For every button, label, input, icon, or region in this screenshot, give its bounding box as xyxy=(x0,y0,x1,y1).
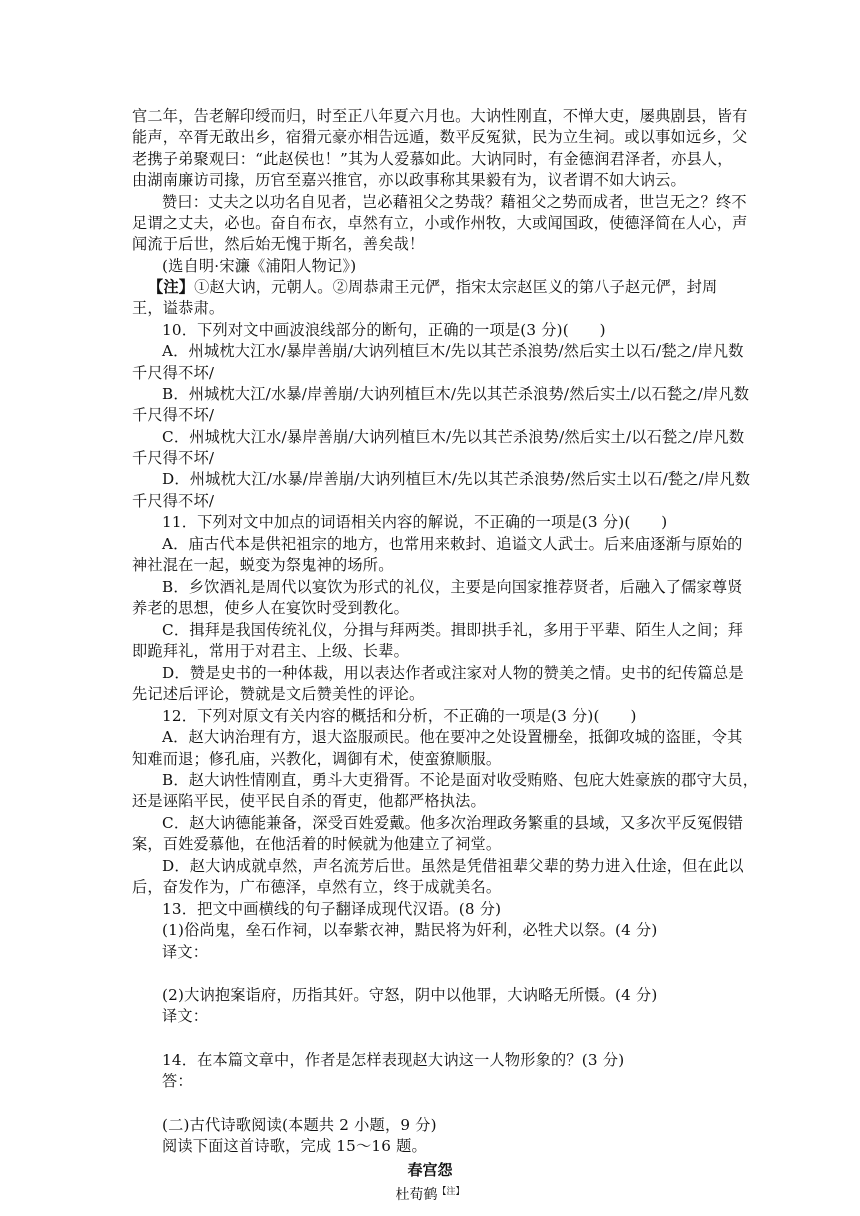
q11-option-d-cont: 先记述后评论，赞就是文后赞美性的评论。 xyxy=(132,685,425,703)
q13-answer-label-1: 译文： xyxy=(162,943,209,961)
q12-option-b: B．赵大讷性情刚直，勇斗大吏猾胥。不论是面对收受贿赂、包庇大姓豪族的郡守大员， xyxy=(162,771,759,789)
q11-option-c: C．揖拜是我国传统礼仪，分揖与拜两类。揖即拱手礼，多用于平辈、陌生人之间；拜 xyxy=(162,621,744,639)
q12-option-c-cont: 案，百姓爱慕他，在他活着的时候就为他建立了祠堂。 xyxy=(132,835,502,853)
q11-option-b-cont: 养老的思想，使乡人在宴饮时受到教化。 xyxy=(132,599,409,617)
q10-option-a: A．州城枕大江水/暴岸善崩/大讷列植巨木/先以其芒杀浪势/然后实土以石/甃之/岸凡数 xyxy=(162,342,744,360)
q12-option-c: C．赵大讷德能兼备，深受百姓爱戴。他多次治理政务繁重的县域，又多次平反冤假错 xyxy=(162,814,744,832)
section-heading: (二)古代诗歌阅读(本题共 2 小题，9 分) xyxy=(162,1116,437,1134)
section-instruction: 阅读下面这首诗歌，完成 15～16 题。 xyxy=(162,1137,427,1155)
source-citation: (选自明·宋濂《浦阳人物记》) xyxy=(162,257,357,275)
q12-option-a: A．赵大讷治理有方，退大盗服顽民。他在要冲之处设置栅垒，抵御攻城的盗匪，令其 xyxy=(162,728,743,746)
q12-option-a-cont: 知难而退；修孔庙，兴教化，调御有术，使蛮獠顺服。 xyxy=(132,750,502,768)
passage-line: 官二年，告老解印绶而归，时至正八年夏六月也。大讷性刚直，不惮大吏，屡典剧县，皆有 xyxy=(132,107,748,125)
q11-option-a: A．庙古代本是供祀祖宗的地方，也常用来敕封、追谥文人武士。后来庙逐渐与原始的 xyxy=(162,535,743,553)
appraisal-line: 赞曰：丈夫之以功名自见者，岂必藉祖父之势哉？藉祖父之势而成者，世岂无之？终不 xyxy=(162,193,747,211)
passage-line: 由湖南廉访司掾，历官至嘉兴推官，亦以政事称其果毅有为，议者谓不如大讷云。 xyxy=(132,171,686,189)
poem-note-mark: 【注】 xyxy=(437,1187,465,1197)
q13-answer-label-2: 译文： xyxy=(162,1007,209,1025)
appraisal-line: 闻流于后世，然后始无愧于斯名，善矣哉！ xyxy=(132,235,425,253)
q14-answer-label: 答： xyxy=(162,1072,193,1090)
question-12-stem: 12．下列对原文有关内容的概括和分析，不正确的一项是(3 分)( ) xyxy=(162,707,637,725)
q12-option-d-cont: 后，奋发作为，广布德泽，卓然有立，终于成就美名。 xyxy=(132,878,502,896)
q10-option-a-cont: 千尺得不坏/ xyxy=(132,364,215,382)
poem-author xyxy=(0,1182,860,1205)
q10-option-d: D．州城枕大江/水暴/岸善崩/大讷列植巨木/先以其芒杀浪势/然后实土以石/甃之/岸凡数 xyxy=(162,470,751,488)
q10-option-c: C．州城枕大江水/暴岸善崩/大讷列植巨木/先以其芒杀浪势/然后实土/以石甃之/岸凡数 xyxy=(162,428,745,446)
q10-option-b: B．州城枕大江/水暴/岸善崩/大讷列植巨木/先以其芒杀浪势/然后实土/以石甃之/岸凡数 xyxy=(162,385,750,403)
question-14-stem: 14．在本篇文章中，作者是怎样表现赵大讷这一人物形象的？(3 分) xyxy=(162,1051,625,1069)
passage-line: 能声，卒胥无敢出乡，宿猾元豪亦相告远遁，数平反冤狱，民为立生祠。或以事如远乡，父 xyxy=(132,128,748,146)
passage-line: 老携子弟聚观曰：“此赵侯也！”其为人爱慕如此。大讷同时，有金德润君泽者，亦县人， xyxy=(132,150,733,168)
q13-sentence-2: (2)大讷抱案诣府，历指其奸。守怒，阴中以他罪，大讷略无所慑。(4 分) xyxy=(162,986,658,1004)
q11-option-b: B．乡饮酒礼是周代以宴饮为形式的礼仪，主要是向国家推荐贤者，后融入了儒家尊贤 xyxy=(162,578,743,596)
q10-option-c-cont: 千尺得不坏/ xyxy=(132,449,215,467)
q12-option-b-cont: 还是诬陷平民，使平民自杀的胥吏，他都严格执法。 xyxy=(132,792,486,810)
q12-option-d: D．赵大讷成就卓然，声名流芳后世。虽然是凭借祖辈父辈的势力进入仕途，但在此以 xyxy=(162,857,744,875)
note-label: 【注】 xyxy=(148,278,195,296)
q10-option-d-cont: 千尺得不坏/ xyxy=(132,492,215,510)
q11-option-a-cont: 神社混在一起，蜕变为祭鬼神的场所。 xyxy=(132,556,394,574)
poem-author-name: 杜荀鹤 xyxy=(395,1187,438,1203)
question-13-stem: 13．把文中画横线的句子翻译成现代汉语。(8 分) xyxy=(162,900,502,918)
poem-title: 春宫怨 xyxy=(407,1161,453,1179)
note-text: ①赵大讷，元朝人。②周恭肃王元俨，指宋太宗赵匡义的第八子赵元俨，封周 xyxy=(194,278,718,296)
note-line: 王，谥恭肃。 xyxy=(132,299,225,317)
q13-sentence-1: (1)俗尚鬼，垒石作祠，以奉紫衣神，黠民将为奸利，必牲犬以祭。(4 分) xyxy=(162,921,658,939)
question-11-stem: 11．下列对文中加点的词语相关内容的解说，不正确的一项是(3 分)( ) xyxy=(162,513,668,531)
q11-option-d: D．赞是史书的一种体裁，用以表达作者或注家对人物的赞美之情。史书的纪传篇总是 xyxy=(162,664,744,682)
question-10-stem: 10．下列对文中画波浪线部分的断句，正确的一项是(3 分)( ) xyxy=(162,321,606,339)
note-line xyxy=(148,277,717,297)
q11-option-c-cont: 即跪拜礼，常用于对君主、上级、长辈。 xyxy=(132,642,409,660)
appraisal-line: 足谓之丈夫，必也。奋自布衣，卓然有立，小或作州牧，大或闻国政，使德泽简在人心，声 xyxy=(132,214,748,232)
q10-option-b-cont: 千尺得不坏/ xyxy=(132,406,215,424)
